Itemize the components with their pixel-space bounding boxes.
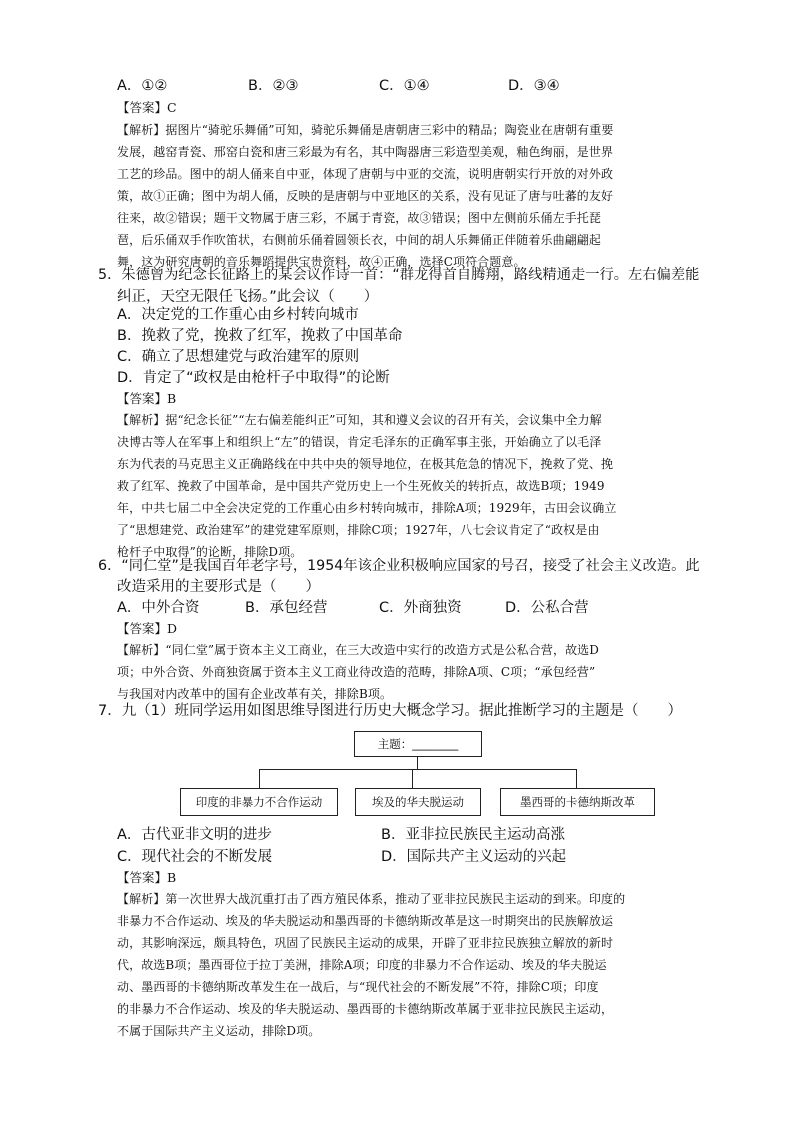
- mindmap-connector: [417, 757, 418, 769]
- q7-option-a: A．古代亚非文明的进步: [117, 827, 272, 843]
- q4-explanation-line: 【解析】据图片“骑驼乐舞俑”可知，骑驼乐舞俑是唐朝唐三彩中的精品；陶瓷业在唐朝有重要: [117, 123, 614, 137]
- q7-explanation-line: 的非暴力不合作运动、埃及的华夫脱运动、墨西哥的卡德纳斯改革属于亚非拉民族民主运动，: [117, 1002, 614, 1016]
- q4-options: [117, 75, 617, 97]
- q4-explanation-line: 往来，故②错误；题干文物属于唐三彩，不属于青瓷，故③错误；图中左侧前乐俑左手托琵: [117, 211, 602, 225]
- q6-option-d: D．公私合营: [505, 600, 589, 616]
- q7-option-c: C．现代社会的不断发展: [117, 849, 273, 865]
- q5-explanation-line: 救了红军、挽救了中国革命，是中国共产党历史上一个生死攸关的转折点，故选B项；1949: [117, 479, 605, 493]
- q6-stem-line: 6．“同仁堂”是我国百年老字号，1954年该企业积极响应国家的号召，接受了社会主义改造。此: [98, 558, 700, 574]
- q4-option-a: A．①②: [117, 78, 168, 94]
- q5-option-c: C．确立了思想建党与政治建军的原则: [117, 349, 360, 365]
- q4-option-c: C．①④: [379, 78, 430, 94]
- mindmap-node-mexico: 墨西哥的卡德纳斯改革: [500, 788, 655, 816]
- mindmap-node-egypt: 埃及的华夫脱运动: [355, 788, 481, 816]
- q5-explanation-line: 了“思想建党、政治建军”的建党建军原则，排除C项；1927年，八七会议肯定了“政权是由: [117, 523, 600, 537]
- q7-explanation-line: 代，故选B项；墨西哥位于拉丁美洲，排除A项；印度的非暴力不合作运动、埃及的华夫脱运: [117, 958, 607, 972]
- q5-explanation-line: 枪杆子中取得”的论断，排除D项。: [117, 545, 303, 559]
- q5-explanation-line: 【解析】据“纪念长征”“左右偏差能纠正”可知，其和遵义会议的召开有关，会议集中全力解: [117, 413, 602, 427]
- q4-explanation-line: 工艺的珍品。图中的胡人俑来自中亚，体现了唐朝与中亚的交流，说明唐朝实行开放的对外政: [117, 167, 614, 181]
- q6-explanation-line: 项；中外合资、外商独资属于资本主义工商业待改造的范畴，排除A项、C项；“承包经营”: [117, 665, 596, 679]
- q4-explanation-line: 发展，越窑青瓷、邢窑白瓷和唐三彩最为有名，其中陶器唐三彩造型美观，釉色绚丽，是世界: [117, 145, 614, 159]
- q7-option-d: D．国际共产主义运动的兴起: [381, 849, 567, 865]
- q6-answer: 【答案】D: [117, 621, 178, 636]
- q5-answer: 【答案】B: [117, 391, 177, 406]
- q4-answer: 【答案】C: [117, 100, 177, 115]
- mindmap-node-india: 印度的非暴力不合作运动: [180, 788, 338, 816]
- mindmap-connector: [259, 769, 577, 770]
- q7-explanation-line: 【解析】第一次世界大战沉重打击了西方殖民体系，推动了亚非拉民族民主运动的到来。印度的: [117, 892, 626, 906]
- q7-option-b: B．亚非拉民族民主运动高涨: [381, 827, 565, 843]
- q4-option-b: B．②③: [248, 78, 299, 94]
- q6-explanation-line: 【解析】“同仁堂”属于资本主义工商业，在三大改造中实行的改造方式是公私合营，故选D: [117, 643, 599, 657]
- q6-option-a: A．中外合资: [117, 600, 200, 616]
- q5-explanation-line: 东为代表的马克思主义正确路线在中共中央的领导地位，在极其危急的情况下，挽救了党、挽: [117, 457, 614, 471]
- q6-option-b: B．承包经营: [245, 600, 328, 616]
- mindmap-connector: [259, 769, 260, 788]
- q4-explanation-line: 琶，后乐俑双手作吹笛状，右侧前乐俑着圆领长衣，中间的胡人乐舞俑正伴随着乐曲翩翩起: [117, 233, 602, 247]
- q5-stem-line: 纠正，天空无限任飞扬。”此会议（ ）: [117, 289, 379, 305]
- q7-answer: 【答案】B: [117, 870, 177, 885]
- q4-option-d: D．③④: [508, 78, 560, 94]
- q7-explanation-line: 非暴力不合作运动、埃及的华夫脱运动和墨西哥的卡德纳斯改革是这一时期突出的民族解放运: [117, 914, 614, 928]
- q6-options: [117, 597, 637, 619]
- q5-explanation-line: 决博古等人在军事上和组织上“左”的错误，肯定毛泽东的正确军事主张，开始确立了以毛泽: [117, 435, 602, 449]
- q6-option-c: C．外商独资: [379, 600, 462, 616]
- q4-explanation-line: 舞，这为研究唐朝的音乐舞蹈提供宝贵资料，故④正确，选择C项符合题意。: [117, 255, 526, 269]
- q7-stem: 7．九（1）班同学运用如图思维导图进行历史大概念学习。据此推断学习的主题是（ ）: [98, 703, 682, 719]
- mindmap-connector: [576, 769, 577, 788]
- q5-option-d: D．肯定了“政权是由枪杆子中取得”的论断: [117, 370, 390, 386]
- q5-stem-line: 5．朱德曾为纪念长征路上的某会议作诗一首：“群龙得首自腾翔，路线精通走一行。左右偏差能: [98, 267, 700, 283]
- q7-explanation-line: 动、墨西哥的卡德纳斯改革发生在一战后，与“现代社会的不断发展”不符，排除C项；印度: [117, 980, 599, 994]
- q5-option-b: B．挽救了党，挽救了红军，挽救了中国革命: [117, 328, 403, 344]
- q4-explanation-line: 策，故①正确；图中为胡人俑，反映的是唐朝与中亚地区的关系，没有见证了唐与吐蕃的友好: [117, 189, 614, 203]
- mindmap-root: 主题：________: [354, 731, 482, 757]
- mindmap-connector: [412, 769, 413, 788]
- q5-explanation-line: 年，中共七届二中全会决定党的工作重心由乡村转向城市，排除A项；1929年，古田会议确立: [117, 501, 617, 515]
- q6-explanation-line: 与我国对内改革中的国有企业改革有关，排除B项。: [117, 687, 393, 701]
- q5-option-a: A．决定党的工作重心由乡村转向城市: [117, 307, 359, 323]
- q6-stem-line: 改造采用的主要形式是（ ）: [117, 579, 320, 595]
- q7-explanation-line: 动，其影响深远，颇具特色，巩固了民族民主运动的成果，开辟了亚非拉民族独立解放的新时: [117, 936, 614, 950]
- q7-explanation-line: 不属于国际共产主义运动，排除D项。: [117, 1024, 321, 1038]
